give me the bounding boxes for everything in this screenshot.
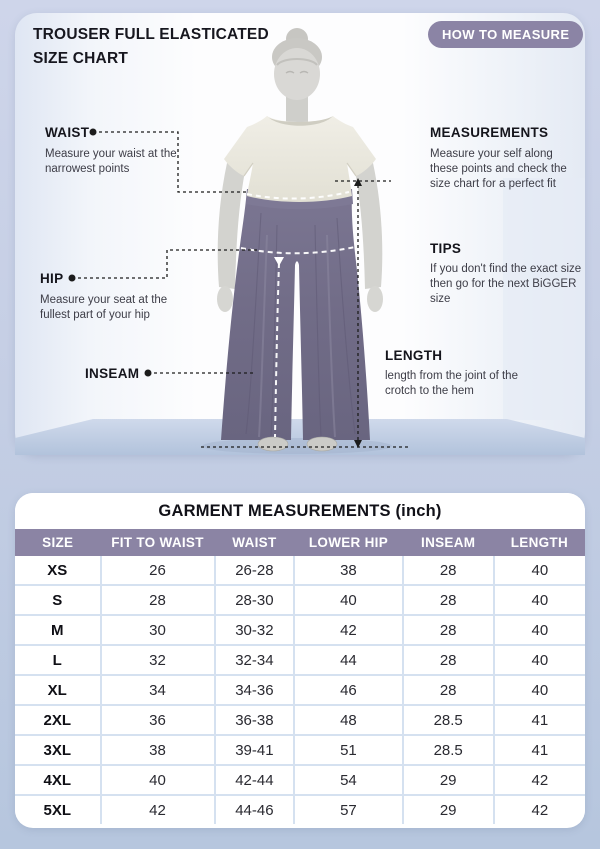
value-cell: 42: [494, 765, 585, 795]
size-cell: S: [15, 585, 101, 615]
value-cell: 32-34: [215, 645, 295, 675]
page-title-line1: TROUSER FULL ELASTICATED: [33, 26, 269, 43]
value-cell: 44-46: [215, 795, 295, 824]
value-cell: 57: [294, 795, 402, 824]
size-cell: 2XL: [15, 705, 101, 735]
value-cell: 40: [494, 585, 585, 615]
value-cell: 40: [494, 645, 585, 675]
waist-annotation: [45, 125, 195, 177]
hip-annotation: [40, 271, 190, 323]
measurements-annotation: [430, 125, 578, 193]
value-cell: 38: [294, 556, 402, 585]
value-cell: 28: [403, 556, 494, 585]
table-title: GARMENT MEASUREMENTS (inch): [15, 493, 585, 529]
size-cell: M: [15, 615, 101, 645]
length-label: LENGTH: [385, 348, 443, 363]
value-cell: 32: [101, 645, 215, 675]
value-cell: 29: [403, 795, 494, 824]
value-cell: 44: [294, 645, 402, 675]
how-to-measure-badge[interactable]: HOW TO MEASURE: [428, 21, 583, 48]
table-row: [15, 585, 585, 615]
trousers: [221, 189, 370, 440]
value-cell: 28: [403, 615, 494, 645]
value-cell: 26: [101, 556, 215, 585]
value-cell: 41: [494, 735, 585, 765]
value-cell: 36: [101, 705, 215, 735]
value-cell: 28: [403, 645, 494, 675]
how-to-measure-card: [15, 13, 585, 455]
value-cell: 28: [101, 585, 215, 615]
value-cell: 40: [494, 615, 585, 645]
value-cell: 36-38: [215, 705, 295, 735]
col-header-waist: WAIST: [215, 529, 295, 556]
col-header-lower-hip: LOWER HIP: [294, 529, 402, 556]
length-description: length from the joint of the crotch to the hem: [385, 370, 518, 398]
value-cell: 42: [494, 795, 585, 824]
value-cell: 26-28: [215, 556, 295, 585]
left-foot: [258, 437, 288, 451]
tshirt: [224, 116, 376, 202]
value-cell: 28-30: [215, 585, 295, 615]
col-header-inseam: INSEAM: [403, 529, 494, 556]
size-cell: 4XL: [15, 765, 101, 795]
header-row: [15, 529, 585, 556]
value-cell: 28.5: [403, 735, 494, 765]
value-cell: 39-41: [215, 735, 295, 765]
head: [274, 48, 320, 100]
value-cell: 41: [494, 705, 585, 735]
value-cell: 42: [101, 795, 215, 824]
left-hand: [217, 286, 233, 312]
value-cell: 30-32: [215, 615, 295, 645]
value-cell: 38: [101, 735, 215, 765]
right-hand: [367, 286, 383, 312]
size-chart-card: [15, 493, 585, 828]
waist-description: Measure your waist at the narrowest points: [45, 148, 177, 176]
hip-description: Measure your seat at the fullest part of your hip: [40, 294, 168, 322]
table-row: [15, 615, 585, 645]
value-cell: 28.5: [403, 705, 494, 735]
measurements-description: Measure your self along these points and check the size chart for a perfect fit: [430, 148, 567, 191]
value-cell: 28: [403, 675, 494, 705]
right-foot: [307, 437, 337, 451]
value-cell: 54: [294, 765, 402, 795]
value-cell: 30: [101, 615, 215, 645]
size-cell: XS: [15, 556, 101, 585]
size-cell: 3XL: [15, 735, 101, 765]
value-cell: 40: [494, 556, 585, 585]
value-cell: 40: [294, 585, 402, 615]
table-row: [15, 645, 585, 675]
value-cell: 51: [294, 735, 402, 765]
value-cell: 46: [294, 675, 402, 705]
size-cell: XL: [15, 675, 101, 705]
value-cell: 42: [294, 615, 402, 645]
value-cell: 40: [101, 765, 215, 795]
size-table-header: [15, 529, 585, 556]
value-cell: 29: [403, 765, 494, 795]
inseam-dot-icon: [145, 370, 152, 377]
size-table-body: [15, 556, 585, 824]
table-row: [15, 705, 585, 735]
measurements-label: MEASUREMENTS: [430, 125, 549, 140]
value-cell: 42-44: [215, 765, 295, 795]
col-header-fit-to-waist: FIT TO WAIST: [101, 529, 215, 556]
size-cell: L: [15, 645, 101, 675]
value-cell: 48: [294, 705, 402, 735]
inseam-annotation: [85, 366, 139, 381]
value-cell: 34-36: [215, 675, 295, 705]
table-row: [15, 765, 585, 795]
page-title-line2: SIZE CHART: [33, 50, 128, 68]
col-header-size: SIZE: [15, 529, 101, 556]
waist-label: WAIST: [45, 125, 90, 140]
tips-annotation: [430, 241, 585, 308]
tips-description: If you don't find the exact size then go for the next BiGGER size: [430, 263, 582, 306]
table-row: [15, 795, 585, 824]
value-cell: 34: [101, 675, 215, 705]
table-row: [15, 735, 585, 765]
value-cell: 28: [403, 585, 494, 615]
length-annotation: [385, 348, 545, 399]
figure-shadow: [202, 438, 392, 454]
tips-label: TIPS: [430, 241, 462, 256]
size-cell: 5XL: [15, 795, 101, 824]
page-title: [33, 23, 269, 71]
hip-label: HIP: [40, 271, 64, 286]
col-header-length: LENGTH: [494, 529, 585, 556]
inseam-label: INSEAM: [85, 366, 140, 381]
value-cell: 40: [494, 675, 585, 705]
table-row: [15, 556, 585, 585]
table-row: [15, 675, 585, 705]
size-table: [15, 529, 585, 824]
